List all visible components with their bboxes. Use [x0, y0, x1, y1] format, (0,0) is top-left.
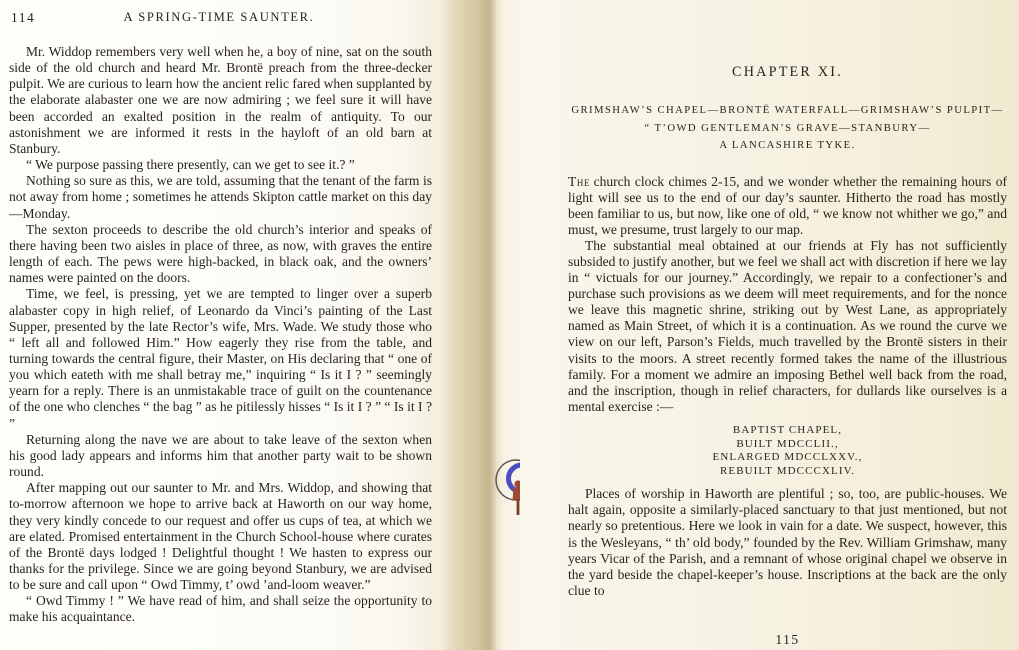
book-gutter	[438, 0, 520, 650]
inscription-line: ENLARGED MDCCLXXV.,	[712, 451, 863, 464]
paragraph: Places of worship in Haworth are plentiful ; so, too, are public-houses. We halt again, opposite a similarly-placed sanctuary to that just mentioned, but not nearly so pretentious. Here we look in vain for a date. We suspect, however, this is the Wesleyans, “ th’ old body,” founded by the Rev. William Grimshaw, many years Vicar of the Parish, and a remnant of whose original chapel we observe in the yard beside the chapel-keeper’s house. Inscriptions at the back are the only clue to	[568, 486, 1007, 598]
running-header: A SPRING-TIME SAUNTER.	[123, 10, 315, 24]
right-page-text	[568, 0, 1007, 650]
paragraph: The substantial meal obtained at our friends at Fly has not sufficiently subsided to justify another, but we feel we shall act with discretion if here we lay in “ victuals for our journey.” Accordingly, we repair to a confectioner’s and purchase such provisions as we deem will meet requirements, and for the nonce we leave this magnetic shrine, striking out by West Lane, as appropriately named as Main Street, of which it is a continuation. As we round the curve we view on our left, Parson’s Fields, much travelled by the Brontë sisters in their visits to the moors. A street recently formed takes the name of the illustrious family. For a moment we admire an imposing Bethel well back from the road, and the inscription, though in relief characters, for dullards like ourselves is a mental exercise :—	[568, 237, 1007, 414]
paragraph	[568, 174, 1007, 238]
inscription-line: BAPTIST CHAPEL,	[732, 423, 843, 436]
chapel-inscription	[568, 424, 1007, 478]
left-page-number: 114	[11, 10, 36, 25]
chapter-subtitle-line: “ T’OWD GENTLEMAN’S GRAVE—STANBURY—	[644, 121, 931, 134]
paragraph: “ Owd Timmy ! ” We have read of him, and shall seize the opportunity to make his acquaintance.	[9, 593, 432, 625]
right-page-number: 115	[775, 632, 800, 647]
chapter-subtitle	[568, 102, 1007, 155]
paragraph: The sexton proceeds to describe the old church’s interior and speaks of there having been two aisles in place of three, as now, with graves the entire length of each. The pews were high-backed, in black oak, and the owners’ names were painted on the doors.	[9, 221, 432, 286]
chapter-body	[568, 174, 1007, 599]
opening-small-caps: The	[568, 173, 591, 189]
chapter-subtitle-line: A LANCASHIRE TYKE.	[719, 139, 856, 151]
paragraph: Nothing so sure as this, we are told, assuming that the tenant of the farm is not away from home ; sometimes he attends Skipton cattle market on this day—Monday.	[9, 173, 432, 221]
paragraph: After mapping out our saunter to Mr. and Mrs. Widdop, and showing that to-morrow afternoon we hope to arrive back at Haworth on our way home, they very kindly concede to our request and offer us cups of tea, at which we are elated. Promised entertainment in the Church School-house where curates of the Brontë days lodged ! Delightful thought ! We hasten to express our thanks for the privilege. Since we are going beyond Stanbury, we are advised to be sure and call upon “ Owd Timmy, t’ owd ’and-loom weaver.”	[9, 480, 432, 593]
paragraph: Time, we feel, is pressing, yet we are tempted to linger over a superb alabaster copy in high relief, of Leonardo da Vinci’s painting of the Last Supper, presented by the late Rector’s wife, Mrs. Wade. We study those who “ left all and followed Him.” How eagerly they rise from the table, and turning towards the central figure, their Master, on His declaring that “ one of you which eateth with me shall betray me,” inquiring “ Is it I ? ” seemingly yearn for a reply. There is an unmistakable trace of guilt on the countenance of the one who clenches “ the bag ” as he pitilessly hisses “ Is it I ? ” “ Is it I ? ”	[9, 286, 432, 431]
left-page	[0, 0, 438, 650]
right-page	[520, 0, 1019, 650]
inscription-line: REBUILT MDCCCXLIV.	[719, 464, 856, 477]
paragraph: Mr. Widdop remembers very well when he, a boy of nine, sat on the south side of the old church and heard Mr. Brontë preach from the three-decker pulpit. We are curious to learn how the ancient relic fared when supplanted by the elaborate alabaster one we are now admiring ; we feel sure it will have been accorded an exalted position in the realm of antiquity. To our astonishment we are informed it rests in the hayloft of an old barn at Stanbury.	[9, 44, 432, 156]
chapter-subtitle-line: GRIMSHAW’S CHAPEL—BRONTË WATERFALL—GRIMSHAW’S PULPIT—	[571, 104, 1004, 116]
paragraph: “ We purpose passing there presently, can we get to see it.? ”	[26, 157, 355, 173]
left-page-header	[0, 9, 438, 33]
paragraph: Returning along the nave we are about to take leave of the sexton when his good lady appears and informs him that another party wait to be shown round.	[9, 431, 432, 480]
chapter-heading: CHAPTER XI.	[732, 64, 843, 80]
left-page-text	[9, 44, 432, 626]
inscription-line: BUILT MDCCLII.,	[736, 437, 839, 450]
opening-paragraph-text: church clock chimes 2-15, and we wonder whether the remaining hours of light will see us to the end of our day’s saunter. Hitherto the road has mostly been familiar to us, but now, like one of old, “ we know not whither we go,” and must, we presume, trust largely to our map.	[568, 173, 1007, 237]
